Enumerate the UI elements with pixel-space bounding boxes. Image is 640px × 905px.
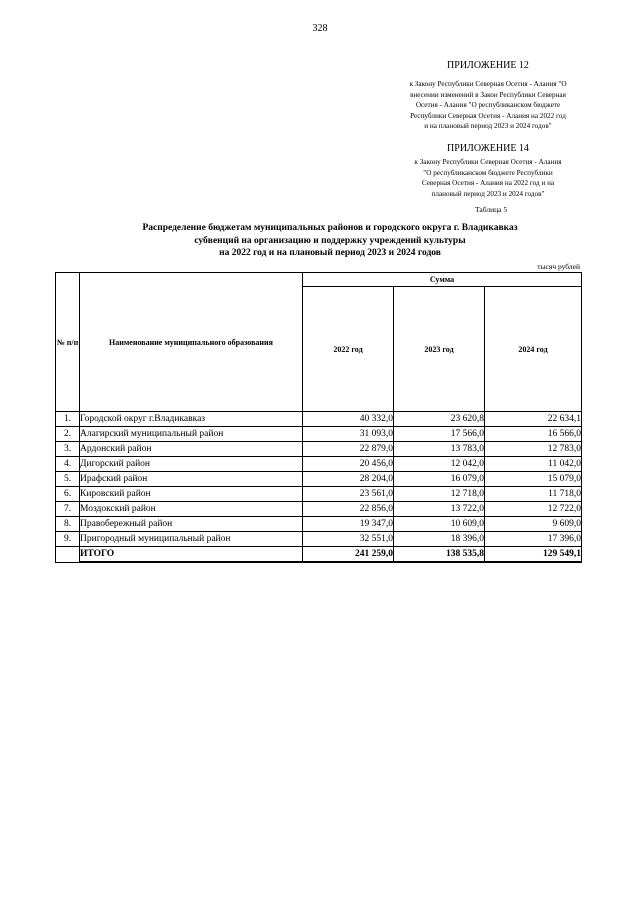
appendix-12-title: ПРИЛОЖЕНИЕ 12 [447, 60, 529, 71]
appendix-14-line: к Закону Республики Северная Осетия - Алания [414, 158, 562, 166]
row-name: Моздокский район [80, 502, 303, 517]
row-2022: 23 561,0 [303, 487, 394, 502]
appendix-14-title: ПРИЛОЖЕНИЕ 14 [447, 143, 529, 154]
subvention-table [55, 272, 582, 563]
appendix-12-line: Республики Северная Осетия - Алания на 2022 год [410, 111, 566, 120]
table-label: Таблица 5 [475, 205, 508, 214]
header-2023: 2023 год [394, 287, 485, 412]
row-2022: 32 551,0 [303, 532, 394, 547]
row-2023: 23 620,8 [394, 412, 485, 427]
page-number: 328 [312, 23, 328, 34]
title-line: Распределение бюджетам муниципальных районов и городского округа г. Владикавказ [142, 223, 518, 233]
row-2023: 12 042,0 [394, 457, 485, 472]
table-row [56, 472, 582, 487]
row-2023: 18 396,0 [394, 532, 485, 547]
row-2023: 16 079,0 [394, 472, 485, 487]
row-2024: 12 722,0 [485, 502, 582, 517]
appendix-12-text [388, 79, 588, 132]
row-2022: 28 204,0 [303, 472, 394, 487]
header-sum: Сумма [303, 273, 582, 287]
total-2024: 129 549,1 [485, 547, 582, 563]
total-num [56, 547, 80, 563]
row-2024: 16 566,0 [485, 427, 582, 442]
table-body [56, 412, 582, 547]
row-num: 3. [56, 442, 80, 457]
table-row [56, 427, 582, 442]
total-label: ИТОГО [80, 547, 303, 563]
header-2022: 2022 год [303, 287, 394, 412]
row-num: 4. [56, 457, 80, 472]
row-name: Правобережный район [80, 517, 303, 532]
row-2024: 22 634,1 [485, 412, 582, 427]
row-2022: 20 456,0 [303, 457, 394, 472]
table-row [56, 412, 582, 427]
row-name: Ардонский район [80, 442, 303, 457]
row-num: 5. [56, 472, 80, 487]
row-2022: 19 347,0 [303, 517, 394, 532]
row-name: Пригородный муниципальный район [80, 532, 303, 547]
row-2023: 10 609,0 [394, 517, 485, 532]
row-2024: 17 396,0 [485, 532, 582, 547]
table-row [56, 517, 582, 532]
title-line: на 2022 год и на плановый период 2023 и 2024 годов [219, 248, 441, 258]
appendix-14-line: "О республиканском бюджете Республики [423, 168, 553, 177]
row-name: Городской округ г.Владикавказ [80, 412, 303, 427]
row-2023: 12 718,0 [394, 487, 485, 502]
row-num: 8. [56, 517, 80, 532]
table-row [56, 532, 582, 547]
row-2024: 11 718,0 [485, 487, 582, 502]
row-2024: 9 609,0 [485, 517, 582, 532]
appendix-14-line: плановый период 2023 и 2024 годов" [431, 189, 545, 198]
row-2024: 15 079,0 [485, 472, 582, 487]
row-num: 1. [56, 412, 80, 427]
row-num: 6. [56, 487, 80, 502]
document-title [100, 222, 560, 260]
header-2024: 2024 год [485, 287, 582, 412]
appendix-12-line: внесении изменений в Закон Республики Северная [410, 90, 566, 99]
row-2022: 40 332,0 [303, 412, 394, 427]
table-row [56, 502, 582, 517]
row-2023: 17 566,0 [394, 427, 485, 442]
row-2024: 11 042,0 [485, 457, 582, 472]
header-name: Наименование муниципального образования [80, 273, 303, 412]
total-row [56, 547, 582, 563]
row-name: Кировский район [80, 487, 303, 502]
total-2022: 241 259,0 [303, 547, 394, 563]
row-name: Дигорский район [80, 457, 303, 472]
header-num: № п/п [56, 273, 80, 412]
row-name: Алагирский муниципальный район [80, 427, 303, 442]
row-2023: 13 783,0 [394, 442, 485, 457]
appendix-12-line: Осетия - Алания "О республиканском бюджете [415, 101, 561, 110]
row-num: 2. [56, 427, 80, 442]
row-name: Ирафский район [80, 472, 303, 487]
appendix-12-line: и на плановый период 2023 и 2024 годов" [424, 122, 552, 131]
units-label: тысяч рублей [537, 262, 580, 271]
row-num: 7. [56, 502, 80, 517]
row-2022: 22 879,0 [303, 442, 394, 457]
total-2023: 138 535,8 [394, 547, 485, 563]
table-row [56, 442, 582, 457]
table-row [56, 487, 582, 502]
row-2022: 22 856,0 [303, 502, 394, 517]
table-row [56, 457, 582, 472]
row-2022: 31 093,0 [303, 427, 394, 442]
appendix-14-text [388, 157, 588, 199]
row-2024: 12 783,0 [485, 442, 582, 457]
appendix-14-line: Северная Осетия - Алания на 2022 год и на [421, 179, 555, 188]
row-2023: 13 722,0 [394, 502, 485, 517]
appendix-12-line: к Закону Республики Северная Осетия - Алания "О [409, 80, 567, 88]
row-num: 9. [56, 532, 80, 547]
title-line: субвенций на организацию и поддержку учреждений культуры [194, 235, 466, 246]
